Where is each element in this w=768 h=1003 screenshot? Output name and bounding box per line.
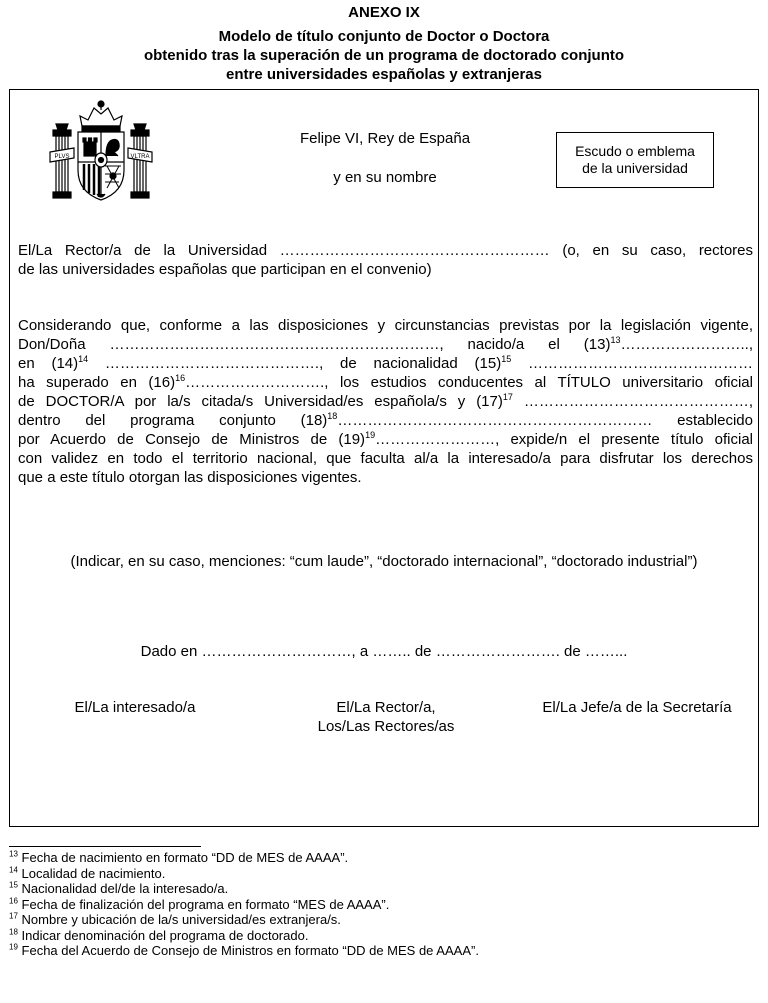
body-line-3: en $(14)^{14}$ ……………………………………., de nacionalidad $(15)^{15}$ ……………………………………… (18, 354, 753, 372)
footnote-ref-16: 16 (175, 373, 186, 383)
body-line-4: ha superado en $(16)^{16}\dots\dots\dots\dots\dots\dots\dots\dots\dots$., los estudios conducentes al TÍTULO universitario oficial (18, 373, 753, 391)
body-line-2: Don/Doña …………………………………………………………, nacido/a el $(13)^{13}\dots\dots\dots\dots\dots\dots\dots\dots$.., (18, 335, 753, 353)
coat-of-arms-icon (48, 96, 154, 204)
dado-en-line: Dado en …………………………, a …….. de ……………………. de ……... (140, 643, 628, 660)
university-emblem-box (556, 132, 714, 188)
title-line-3: entre universidades españolas y extranjeras (226, 66, 542, 83)
signature-interested: El/La interesado/a (74, 699, 196, 716)
annex-heading: ANEXO IX (348, 4, 420, 21)
title-line-1: Modelo de título conjunto de Doctor o Doctora (218, 28, 550, 45)
mentions-line: (Indicar, en su caso, menciones: “cum laude”, “doctorado internacional”, “doctorado industrial”) (70, 553, 698, 570)
footnote-ref-17: 17 (502, 392, 513, 402)
rector-line-1: El/La Rector/a de la Universidad ……………………………………………… (o, en su caso, rectores (18, 242, 753, 259)
rector-paragraph (18, 241, 753, 279)
body-line-6: dentro del programa conjunto $(18)^{18}\dots\dots\dots\dots\dots\dots\dots\dots\dots\dots\dots\dots\dots\dots\dots\dots\dots\dots\dots\dots\dots$ establecido (18, 411, 753, 429)
body-line-8: con validez en todo el territorio nacional, que faculta al/a la interesado/a para disfrutar los derechos (18, 450, 753, 467)
footnote-ref-18: 18 (327, 411, 338, 421)
footnote-13: $^{13}$ Fecha de nacimiento en formato “DD de MES de AAAA”. (9, 849, 349, 865)
footnote-ref-14: 14 (78, 354, 89, 364)
body-paragraph (18, 316, 753, 487)
emblem-line-2: de la universidad (582, 160, 688, 176)
signature-rector-line-2: Los/Las Rectores/as (317, 718, 455, 735)
footnote-divider (9, 846, 201, 847)
body-line-9: que a este título otorgan las disposiciones vigentes. (18, 469, 362, 486)
footnote-18: $^{18}$ Indicar denominación del programa de doctorado. (9, 927, 309, 943)
signature-rector-line-1: El/La Rector/a, (336, 699, 436, 716)
signature-rector (286, 698, 486, 736)
footnote-14: $^{14}$ Localidad de nacimiento. (9, 865, 166, 881)
body-line-1: Considerando que, conforme a las disposiciones y circunstancias previstas por la legislación vigente, (18, 317, 753, 334)
title-line-2: obtenido tras la superación de un programa de doctorado conjunto (143, 47, 625, 64)
footnotes (9, 850, 759, 959)
footnote-ref-19: 19 (365, 430, 376, 440)
footnote-16: $^{16}$ Fecha de finalización del programa en formato “MES de AAAA”. (9, 896, 390, 912)
emblem-line-1: Escudo o emblema (575, 143, 695, 159)
body-line-7: por Acuerdo de Consejo de Ministros de $(19)^{19}\dots\dots\dots\dots\dots\dots\dots\dots$, expide/n el presente título oficial (18, 430, 753, 448)
footnote-19: $^{19}$ Fecha del Acuerdo de Consejo de Ministros en formato “DD de MES de AAAA”. (9, 942, 479, 958)
motto-left: PLVS (54, 154, 70, 160)
motto-right: VLTRA (130, 154, 150, 160)
footnote-ref-15: 15 (501, 354, 512, 364)
footnote-17: $^{17}$ Nombre y ubicación de la/s universidad/es extranjera/s. (9, 911, 341, 927)
rector-line-2: de las universidades españolas que participan en el convenio) (18, 261, 432, 278)
footnote-ref-13: 13 (610, 335, 621, 345)
document-title (0, 27, 768, 84)
king-line: Felipe VI, Rey de España (299, 130, 471, 147)
on-behalf-line: y en su nombre (333, 169, 437, 186)
body-line-5: de DOCTOR/A por la/s citada/s Universidad/es española/s y $(17)^{17}$ ………………………………………, (18, 392, 753, 410)
signature-secretary: El/La Jefe/a de la Secretaría (542, 699, 732, 716)
footnote-15: $^{15}$ Nacionalidad del/de la interesado/a. (9, 880, 229, 896)
